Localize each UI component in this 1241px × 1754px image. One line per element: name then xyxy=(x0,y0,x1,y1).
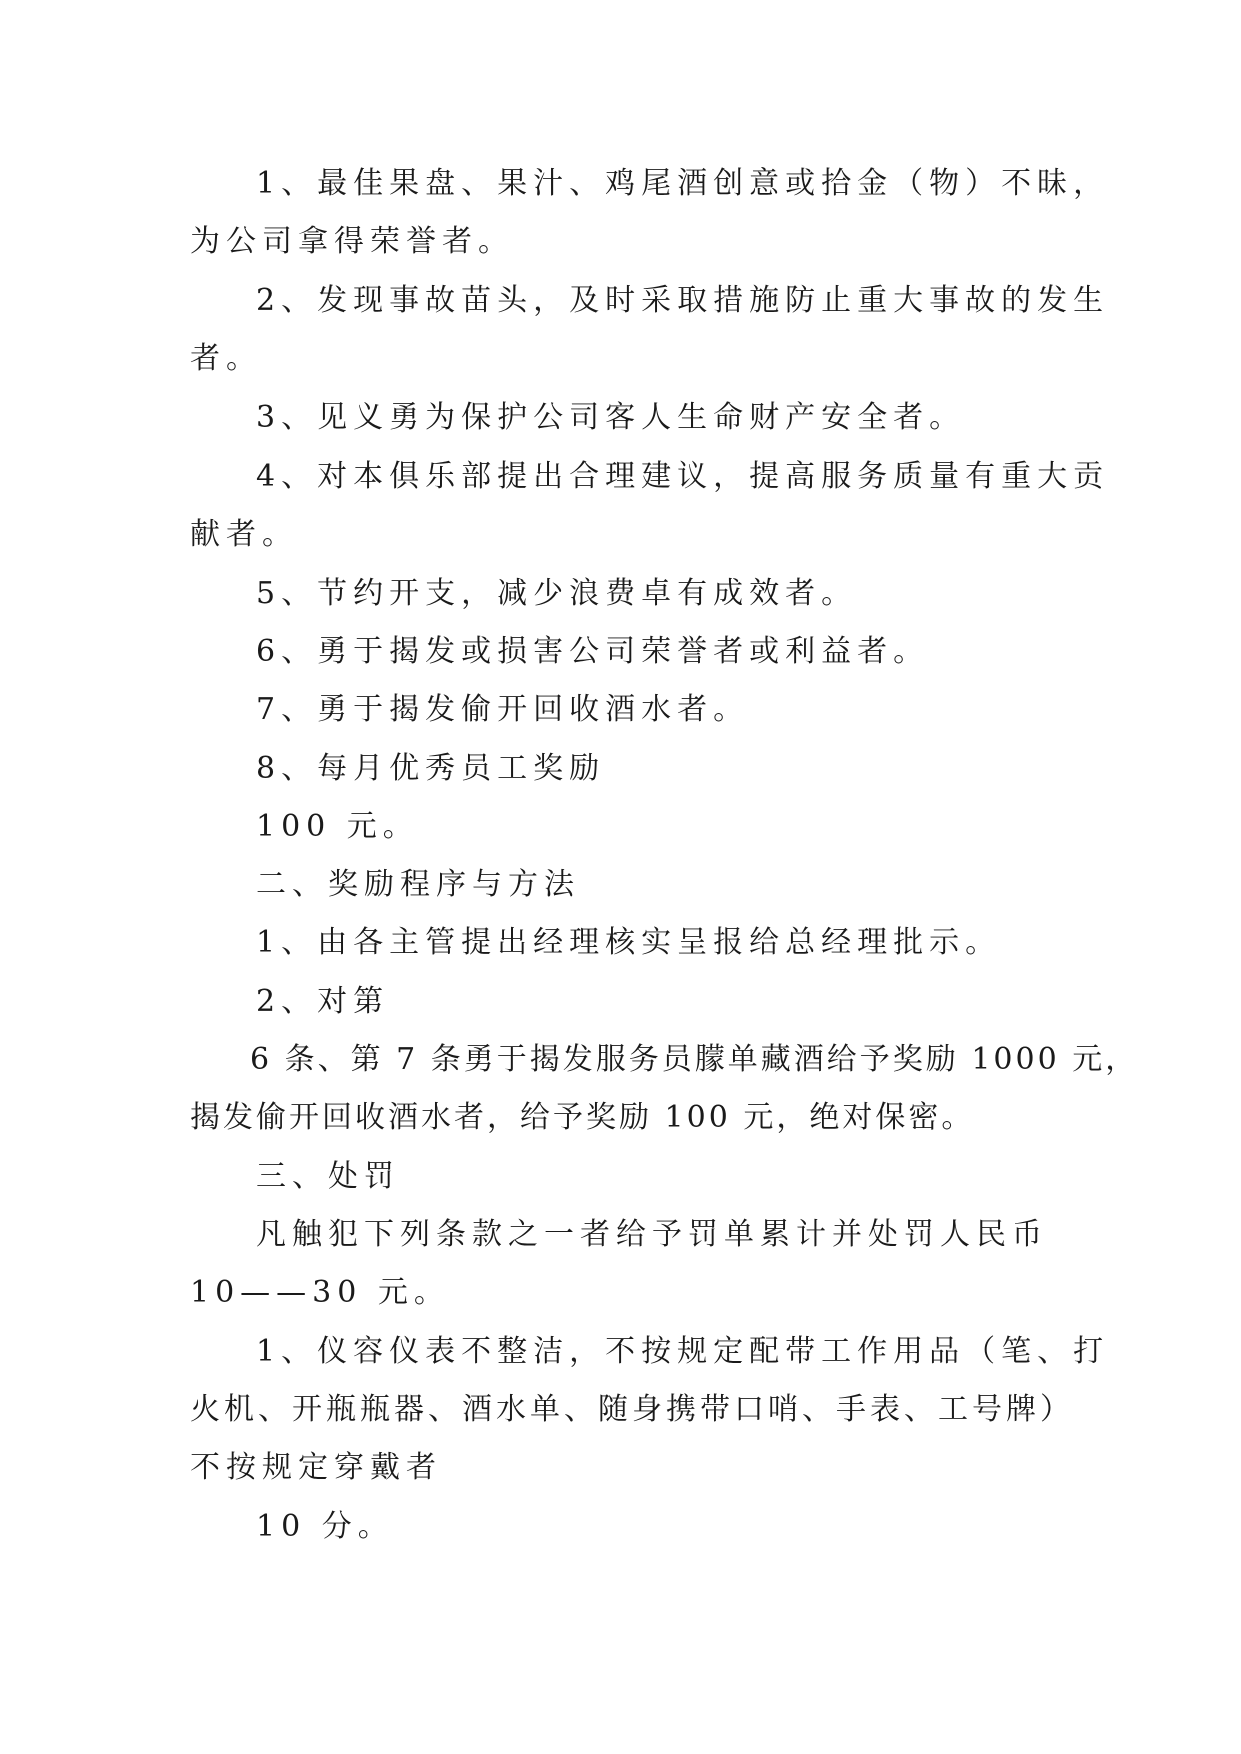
text-line: 献者。 xyxy=(190,517,298,552)
paragraph-amount xyxy=(190,798,1050,856)
paragraph-reward-7 xyxy=(190,681,1050,739)
paragraph-reward-4 xyxy=(190,448,1110,564)
text-line: 2、对第 xyxy=(256,984,390,1019)
text-line: 揭发偷开回收酒水者，给予奖励 100 元，绝对保密。 xyxy=(190,1100,975,1135)
text-line: 7、勇于揭发偷开回收酒水者。 xyxy=(256,692,750,727)
text-line: 2、发现事故苗头，及时采取措施防止重大事故的发生 xyxy=(256,283,1110,318)
text-line: 二、奖励程序与方法 xyxy=(256,867,580,902)
paragraph-procedure-2 xyxy=(190,973,1050,1031)
paragraph-score xyxy=(190,1498,1050,1556)
text-line: 者。 xyxy=(190,341,262,376)
paragraph-penalty-1 xyxy=(190,1323,1110,1497)
text-line: 8、每月优秀员工奖励 xyxy=(256,751,606,786)
text-line: 为公司拿得荣誉者。 xyxy=(190,224,514,259)
text-line: 3、见义勇为保护公司客人生命财产安全者。 xyxy=(256,400,966,435)
paragraph-reward-1 xyxy=(190,155,1110,271)
section-heading-penalty xyxy=(190,1148,1050,1206)
paragraph-procedure-2-detail xyxy=(190,1031,1139,1147)
text-line: 10 分。 xyxy=(256,1509,394,1544)
paragraph-reward-5 xyxy=(190,565,1050,623)
paragraph-procedure-1 xyxy=(190,914,1050,972)
text-line: 火机、开瓶瓶器、酒水单、随身携带口哨、手表、工号牌） xyxy=(190,1392,1074,1427)
text-line: 不按规定穿戴者 xyxy=(190,1450,442,1485)
paragraph-reward-3 xyxy=(190,389,1050,447)
text-line: 1、由各主管提出经理核实呈报给总经理批示。 xyxy=(256,925,1002,960)
text-line: 4、对本俱乐部提出合理建议，提高服务质量有重大贡 xyxy=(256,459,1110,494)
paragraph-reward-8 xyxy=(190,740,1050,798)
text-line: 凡触犯下列条款之一者给予罚单累计并处罚人民币 xyxy=(256,1217,1048,1252)
text-line: 10——30 元。 xyxy=(190,1275,450,1310)
section-heading-reward-procedure xyxy=(190,856,1050,914)
text-line: 6、勇于揭发或损害公司荣誉者或利益者。 xyxy=(256,634,930,669)
text-line: 6 条、第 7 条勇于揭发服务员朦单藏酒给予奖励 1000 元， xyxy=(250,1042,1139,1077)
text-line: 100 元。 xyxy=(256,809,419,844)
text-line: 1、最佳果盘、果汁、鸡尾酒创意或拾金（物）不昧， xyxy=(256,166,1110,201)
text-line: 三、处罚 xyxy=(256,1159,400,1194)
paragraph-reward-2 xyxy=(190,272,1110,388)
text-line: 5、节约开支，减少浪费卓有成效者。 xyxy=(256,576,858,611)
paragraph-penalty-intro xyxy=(190,1206,1050,1322)
text-line: 1、仪容仪表不整洁，不按规定配带工作用品（笔、打 xyxy=(256,1334,1110,1369)
paragraph-reward-6 xyxy=(190,623,1050,681)
